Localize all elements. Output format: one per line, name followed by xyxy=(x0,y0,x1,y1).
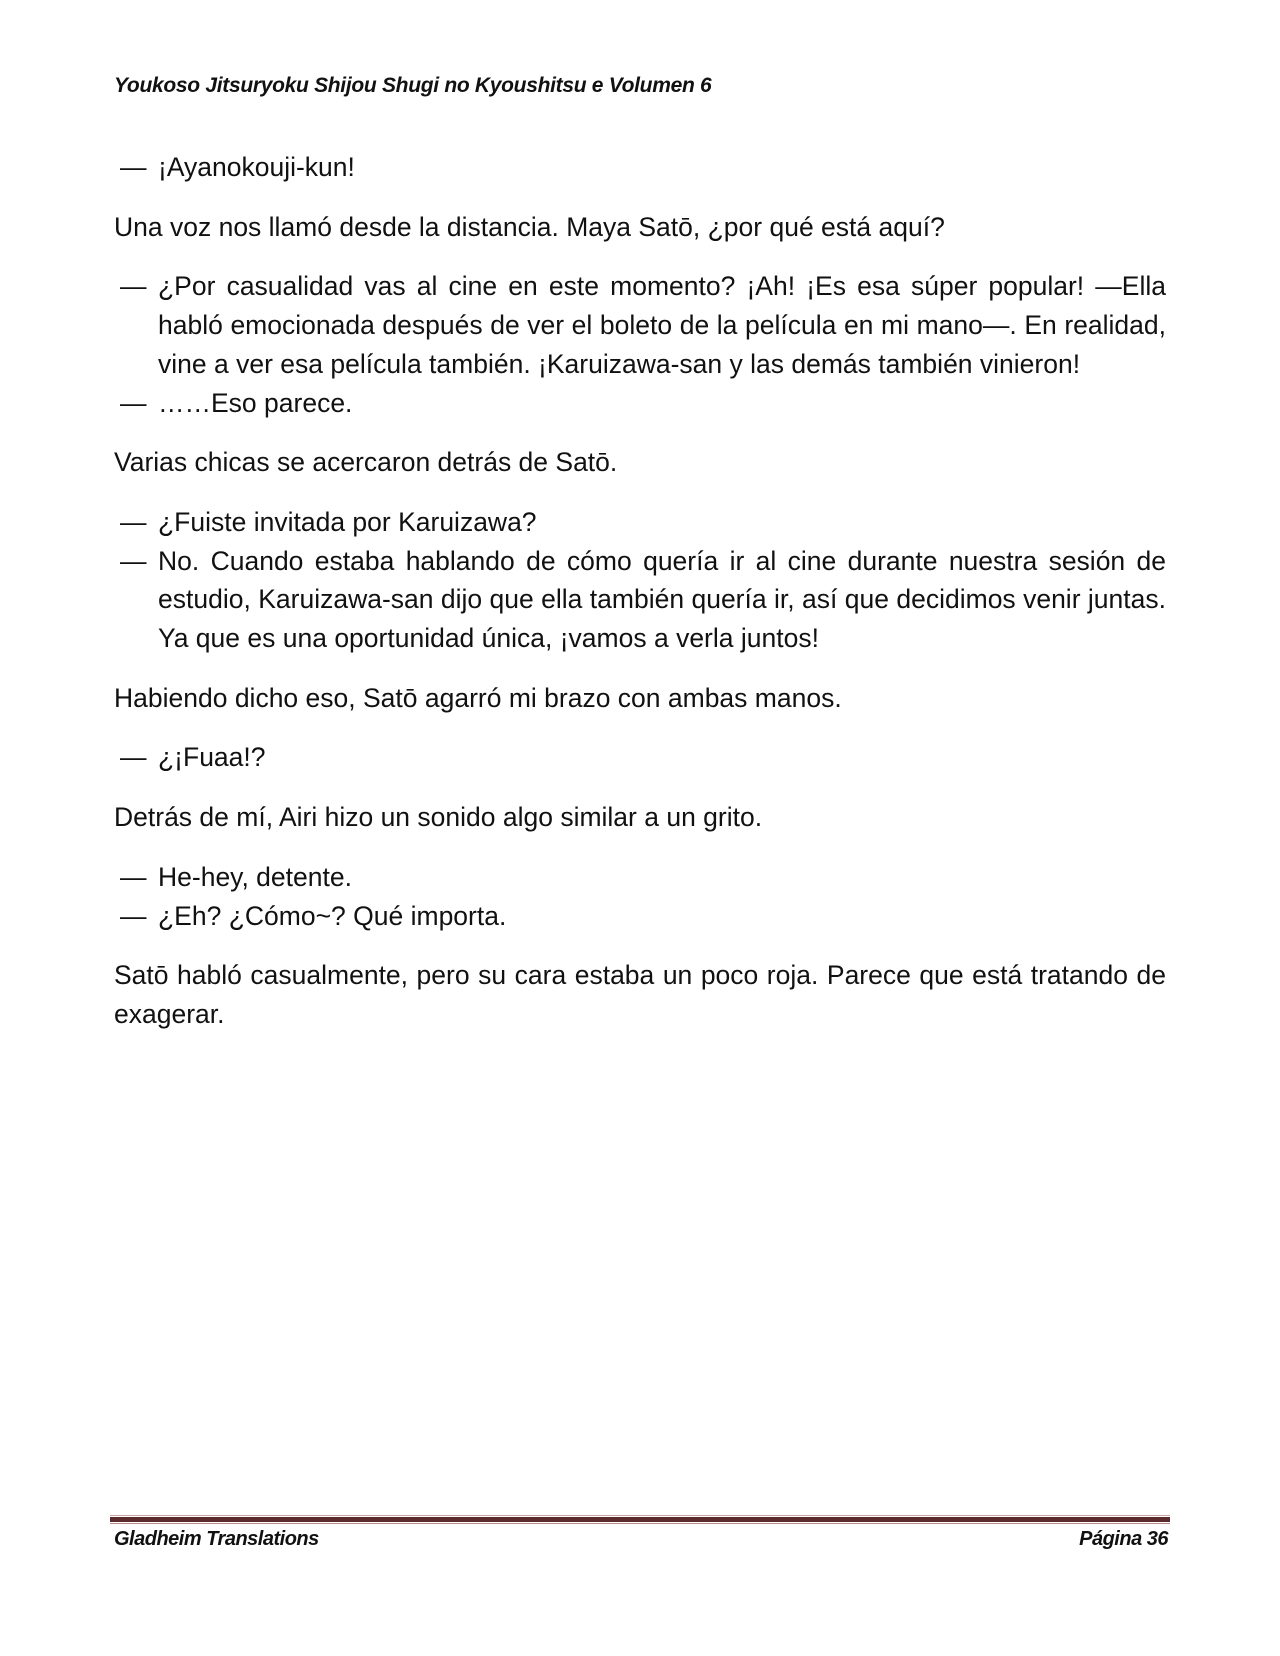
dialogue-text: ¿Por casualidad vas al cine en este momento? ¡Ah! ¡Es esa súper popular! —Ella habló emocionada después de ver el boleto de la película en mi mano—. En realidad, vine a ver esa película también. ¡Karuizawa-san y las demás también vinieron! xyxy=(158,271,1166,379)
dialogue-dash: — xyxy=(120,506,147,537)
dialogue-line xyxy=(114,858,1166,897)
dialogue-dash: — xyxy=(120,545,147,576)
narration-paragraph: Una voz nos llamó desde la distancia. Maya Satō, ¿por qué está aquí? xyxy=(114,211,945,242)
narration-paragraph: Satō habló casualmente, pero su cara estaba un poco roja. Parece que está tratando de exagerar. xyxy=(114,960,1166,1029)
dialogue-text: No. Cuando estaba hablando de cómo quería ir al cine durante nuestra sesión de estudio, Karuizawa-san dijo que ella también quería ir, así que decidimos venir juntas. Ya que es una oportunidad única, ¡vamos a verla juntos! xyxy=(158,545,1166,654)
dialogue-text: ¿Eh? ¿Cómo~? Qué importa. xyxy=(158,900,507,931)
dialogue-block xyxy=(114,738,1166,777)
narration-paragraph: Varias chicas se acercaron detrás de Satō. xyxy=(114,447,618,478)
narration-paragraph: Habiendo dicho eso, Satō agarró mi brazo con ambas manos. xyxy=(114,682,842,713)
dialogue-dash: — xyxy=(120,742,147,773)
dialogue-dash: — xyxy=(120,271,147,302)
dialogue-dash: — xyxy=(120,387,147,418)
dialogue-block xyxy=(114,148,1166,187)
dialogue-dash: — xyxy=(120,900,147,931)
dialogue-text: ……Eso parece. xyxy=(158,387,353,418)
dialogue-text: ¡Ayanokouji-kun! xyxy=(158,152,355,182)
dialogue-block xyxy=(114,503,1166,658)
narration-paragraph: Detrás de mí, Airi hizo un sonido algo similar a un grito. xyxy=(114,802,763,833)
page-body xyxy=(114,148,1166,1055)
footer-rule-bottom xyxy=(110,1523,1170,1524)
dialogue-text: ¿¡Fuaa!? xyxy=(158,742,266,773)
dialogue-block xyxy=(114,267,1166,422)
running-header: Youkoso Jitsuryoku Shijou Shugi no Kyoushitsu e Volumen 6 xyxy=(114,74,712,97)
dialogue-line xyxy=(114,542,1166,658)
dialogue-dash: — xyxy=(120,152,147,182)
dialogue-text: He-hey, detente. xyxy=(158,861,352,892)
dialogue-line xyxy=(114,267,1166,383)
dialogue-line xyxy=(114,503,1166,542)
footer-rule-top xyxy=(110,1515,1170,1516)
dialogue-line xyxy=(114,897,1166,936)
dialogue-line xyxy=(114,384,1166,423)
dialogue-line xyxy=(114,148,1166,187)
footer-page-number: Página 36 xyxy=(1079,1528,1168,1550)
footer-rule-main xyxy=(110,1517,1170,1522)
dialogue-block xyxy=(114,858,1166,935)
dialogue-line xyxy=(114,738,1166,777)
dialogue-dash: — xyxy=(120,861,147,892)
dialogue-text: ¿Fuiste invitada por Karuizawa? xyxy=(158,506,537,537)
footer-translator: Gladheim Translations xyxy=(114,1528,319,1550)
